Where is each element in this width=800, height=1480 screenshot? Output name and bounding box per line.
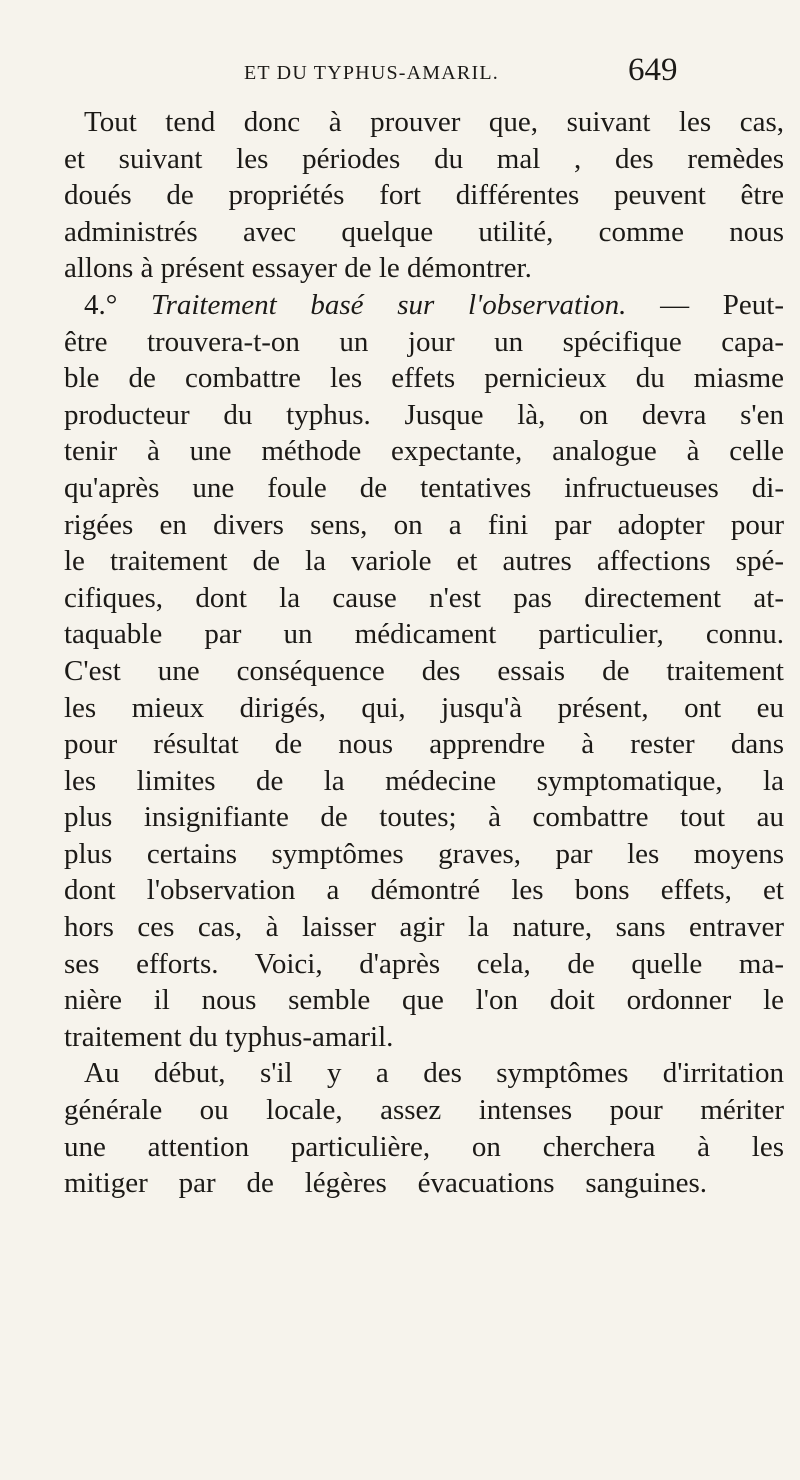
text-line: une attention particulière, on cherchera à les xyxy=(64,1130,784,1163)
paragraph xyxy=(64,1055,784,1201)
text-line: producteur du typhus. Jusque là, on devra s'en xyxy=(64,398,784,431)
text-line: ble de combattre les effets pernicieux du miasme xyxy=(64,362,784,395)
text-line: Au début, s'il y a des symptômes d'irritation xyxy=(84,1057,784,1090)
paragraph xyxy=(64,104,784,287)
text-line: C'est une conséquence des essais de traitement xyxy=(64,654,784,687)
text-line: rigées en divers sens, on a fini par adopter pour xyxy=(64,508,784,541)
text-line: administrés avec quelque utilité, comme nous xyxy=(64,215,784,248)
text-line: allons à présent essayer de le démontrer. xyxy=(64,252,532,285)
text-line: mitiger par de légères évacuations sanguines. xyxy=(64,1167,707,1200)
text-line: Tout tend donc à prouver que, suivant les cas, xyxy=(84,106,784,138)
text-line: taquable par un médicament particulier, connu. xyxy=(64,618,784,651)
text-line: qu'après une foule de tentatives infructueuses di- xyxy=(64,471,784,504)
section-heading-line xyxy=(64,287,784,324)
body-text xyxy=(64,104,784,1202)
text-fragment: — Peut- xyxy=(660,288,784,321)
text-line: pour résultat de nous apprendre à rester dans xyxy=(64,728,784,761)
text-line: cifiques, dont la cause n'est pas directement at- xyxy=(64,581,784,614)
running-title: ET DU TYPHUS-AMARIL. xyxy=(244,62,499,84)
text-line: nière il nous semble que l'on doit ordonner le xyxy=(64,984,784,1017)
section-number: 4.° xyxy=(84,288,118,321)
text-line: le traitement de la variole et autres affections spé- xyxy=(64,545,784,578)
text-line: être trouvera-t-on un jour un spécifique capa- xyxy=(64,325,784,358)
text-line: hors ces cas, à laisser agir la nature, sans entraver xyxy=(64,911,784,944)
section-heading: Traitement basé sur l'observation. xyxy=(151,288,627,321)
text-line: les mieux dirigés, qui, jusqu'à présent, ont eu xyxy=(64,691,784,724)
running-head xyxy=(0,50,800,100)
text-line: dont l'observation a démontré les bons effets, et xyxy=(64,874,784,907)
paragraph xyxy=(64,287,784,1055)
text-line: plus insignifiante de toutes; à combattre tout au xyxy=(64,801,784,834)
text-line: les limites de la médecine symptomatique, la xyxy=(64,764,784,797)
text-line: doués de propriétés fort différentes peuvent être xyxy=(64,179,784,212)
page-number: 649 xyxy=(628,52,678,88)
text-line: traitement du typhus-amaril. xyxy=(64,1020,394,1053)
text-line: tenir à une méthode expectante, analogue à celle xyxy=(64,435,784,468)
text-line: générale ou locale, assez intenses pour mériter xyxy=(64,1094,784,1127)
text-line: et suivant les périodes du mal , des remèdes xyxy=(64,142,784,175)
text-line: ses efforts. Voici, d'après cela, de quelle ma- xyxy=(64,947,784,980)
text-line: plus certains symptômes graves, par les moyens xyxy=(64,837,784,870)
